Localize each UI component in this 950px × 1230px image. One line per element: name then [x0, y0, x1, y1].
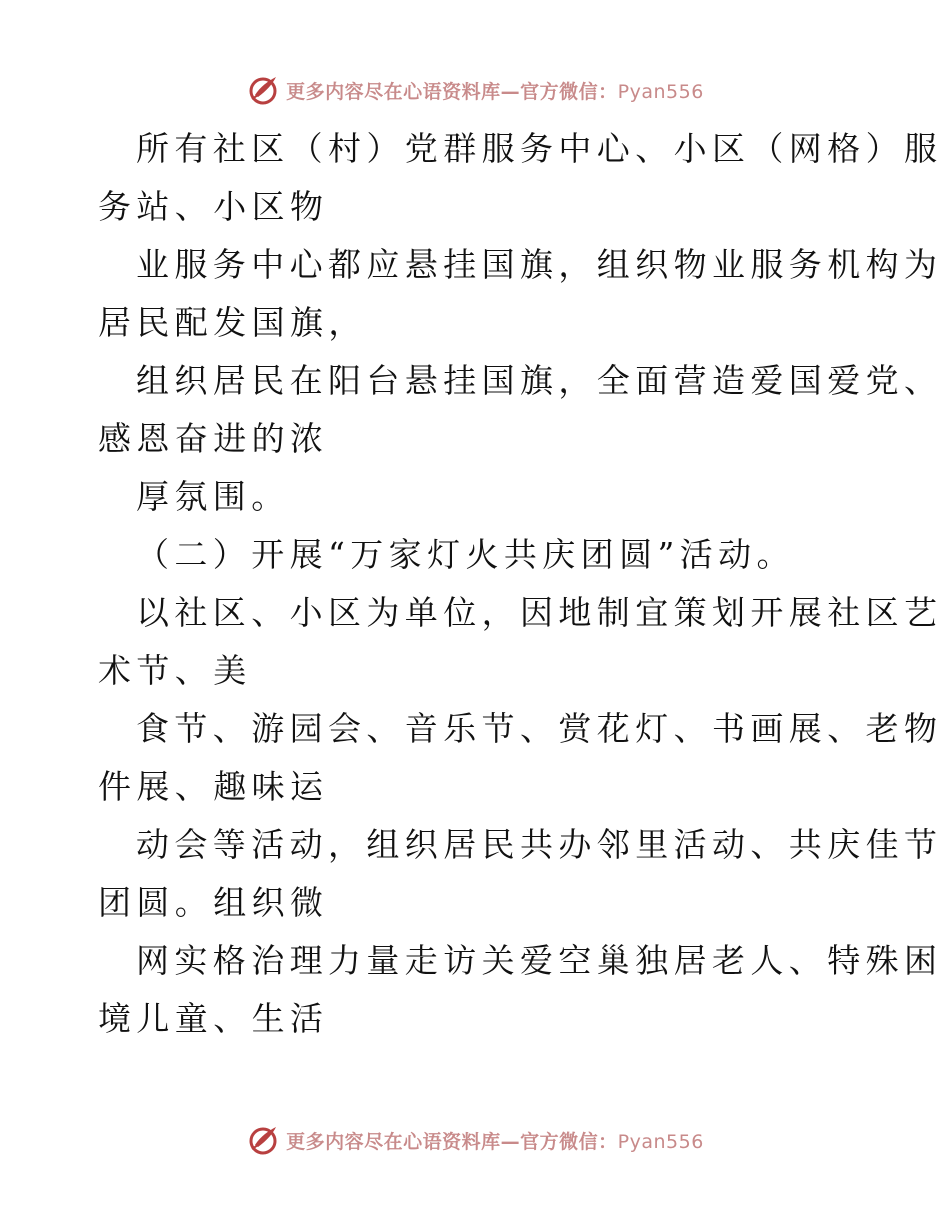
text-line: 厚氛围。: [136, 477, 290, 516]
text-line: 境儿童、生活: [98, 999, 329, 1038]
text-line: （二）开展“万家灯火共庆团圆”活动。: [136, 535, 795, 574]
header-banner: [0, 70, 950, 110]
quill-logo-icon: [246, 73, 280, 107]
footer-banner: [0, 1120, 950, 1160]
text-line: 务站、小区物: [98, 187, 329, 226]
banner-text: 更多内容尽在心语资料库—官方微信：Pyan556: [286, 1130, 704, 1153]
text-line: 居民配发国旗，: [98, 303, 367, 342]
text-line: 感恩奋进的浓: [98, 419, 329, 458]
text-line: 件展、趣味运: [98, 767, 329, 806]
text-line: 以社区、小区为单位，因地制宜策划开展社区艺: [136, 593, 943, 632]
banner-text: 更多内容尽在心语资料库—官方微信：Pyan556: [286, 80, 704, 103]
text-line: 团圆。组织微: [98, 883, 329, 922]
document-body: [98, 120, 943, 1048]
text-line: 术节、美: [98, 651, 252, 690]
text-line: 所有社区（村）党群服务中心、小区（网格）服: [136, 129, 943, 168]
text-line: 动会等活动，组织居民共办邻里活动、共庆佳节: [136, 825, 943, 864]
text-line: 网实格治理力量走访关爱空巢独居老人、特殊困: [136, 941, 943, 980]
text-line: 业服务中心都应悬挂国旗，组织物业服务机构为: [136, 245, 943, 284]
quill-logo-icon: [246, 1123, 280, 1157]
text-line: 组织居民在阳台悬挂国旗，全面营造爱国爱党、: [136, 361, 943, 400]
text-line: 食节、游园会、音乐节、赏花灯、书画展、老物: [136, 709, 943, 748]
